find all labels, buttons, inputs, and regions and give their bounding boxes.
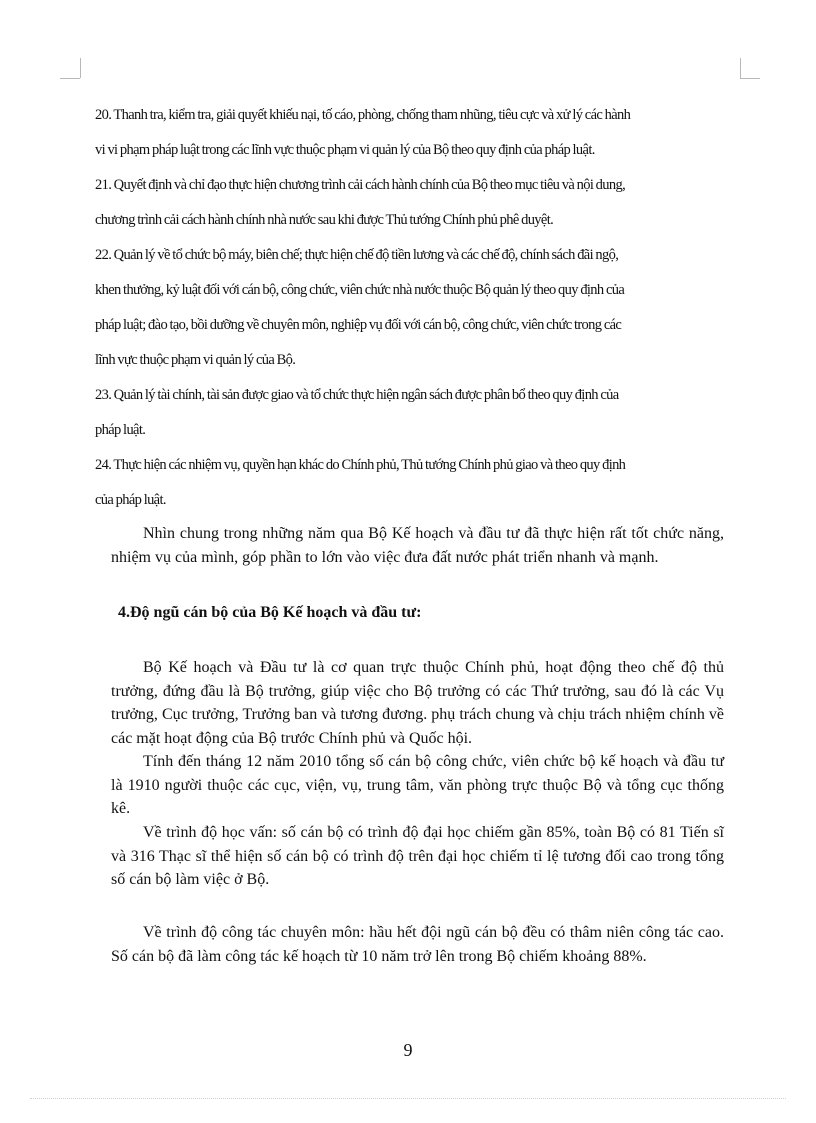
section-heading: 4.Độ ngũ cán bộ của Bộ Kế hoạch và đầu tư:: [118, 604, 422, 621]
paragraph-text: Bộ Kế hoạch và Đầu tư là cơ quan trực thuộc Chính phủ, hoạt động theo chế độ thủ trưởng, đứng đầu là Bộ trưởng, giúp việc cho Bộ trưởng có các Thứ trưởng, sau đó là các Vụ trưởng, Cục trưởng, Trưởng ban và tương đương. phụ trách chung và chịu trách nhiệm chính về các mặt hoạt động của Bộ trước Chính phủ và Quốc hội.: [111, 659, 724, 747]
list-line: khen thưởng, kỷ luật đối với cán bộ, công chức, viên chức nhà nước thuộc Bộ quản lý theo quy định của: [95, 282, 625, 298]
summary-text: Nhìn chung trong những năm qua Bộ Kế hoạch và đầu tư đã thực hiện rất tốt chức năng, nhiệm vụ của mình, góp phần to lớn vào việc đưa đất nước phát triển nhanh và mạnh.: [111, 525, 724, 566]
page-number: 9: [403, 1040, 413, 1060]
list-line: pháp luật.: [95, 422, 146, 438]
list-line: 22. Quản lý về tổ chức bộ máy, biên chế; thực hiện chế độ tiền lương và các chế độ, chính sách đãi ngộ,: [95, 247, 619, 263]
summary-paragraph: [111, 522, 724, 569]
list-line: 23. Quản lý tài chính, tài sản được giao và tổ chức thực hiện ngân sách được phân bổ theo quy định của: [95, 387, 619, 403]
list-line: lĩnh vực thuộc phạm vi quản lý của Bộ.: [95, 352, 296, 368]
body-paragraph: [111, 921, 724, 968]
list-line: 21. Quyết định và chỉ đạo thực hiện chương trình cải cách hành chính của Bộ theo mục tiêu và nội dung,: [95, 177, 626, 193]
crop-mark-top-right-h: [740, 78, 760, 79]
duties-list: [95, 98, 735, 518]
paragraph-text: Về trình độ học vấn: số cán bộ có trình độ đại học chiếm gần 85%, toàn Bộ có 81 Tiến sĩ và 316 Thạc sĩ thể hiện số cán bộ có trình độ trên đại học chiếm tỉ lệ tương đối cao trong tổng số cán bộ làm việc ở Bộ.: [111, 824, 724, 889]
paragraph-text: Tính đến tháng 12 năm 2010 tổng số cán bộ công chức, viên chức bộ kế hoạch và đầu tư là 1910 người thuộc các cục, viện, vụ, trung tâm, văn phòng trực thuộc Bộ và tổng cục thống kê.: [111, 753, 724, 818]
crop-mark-top-left-h: [60, 78, 80, 79]
paragraph-text: Về trình độ công tác chuyên môn: hầu hết đội ngũ cán bộ đều có thâm niên công tác cao. Số cán bộ đã làm công tác kế hoạch từ 10 năm trở lên trong Bộ chiếm khoảng 88%.: [111, 924, 724, 965]
body-paragraph: [111, 750, 724, 821]
body-paragraph: [111, 821, 724, 892]
list-line: của pháp luật.: [95, 492, 166, 508]
crop-mark-top-right-v: [740, 58, 741, 78]
list-line: chương trình cải cách hành chính nhà nước sau khi được Thủ tướng Chính phủ phê duyệt.: [95, 212, 554, 228]
list-line: 20. Thanh tra, kiểm tra, giải quyết khiếu nại, tố cáo, phòng, chống tham nhũng, tiêu cực và xử lý các hành: [95, 107, 631, 123]
crop-mark-top-left-v: [80, 58, 81, 78]
body-paragraph: [111, 656, 724, 750]
footer-divider: [30, 1098, 786, 1099]
list-line: vi vi phạm pháp luật trong các lĩnh vực thuộc phạm vi quản lý của Bộ theo quy định của pháp luật.: [95, 142, 595, 158]
list-line: pháp luật; đào tạo, bồi dưỡng về chuyên môn, nghiệp vụ đối với cán bộ, công chức, viên chức trong các: [95, 317, 622, 333]
list-line: 24. Thực hiện các nhiệm vụ, quyền hạn khác do Chính phủ, Thủ tướng Chính phủ giao và theo quy định: [95, 457, 626, 473]
